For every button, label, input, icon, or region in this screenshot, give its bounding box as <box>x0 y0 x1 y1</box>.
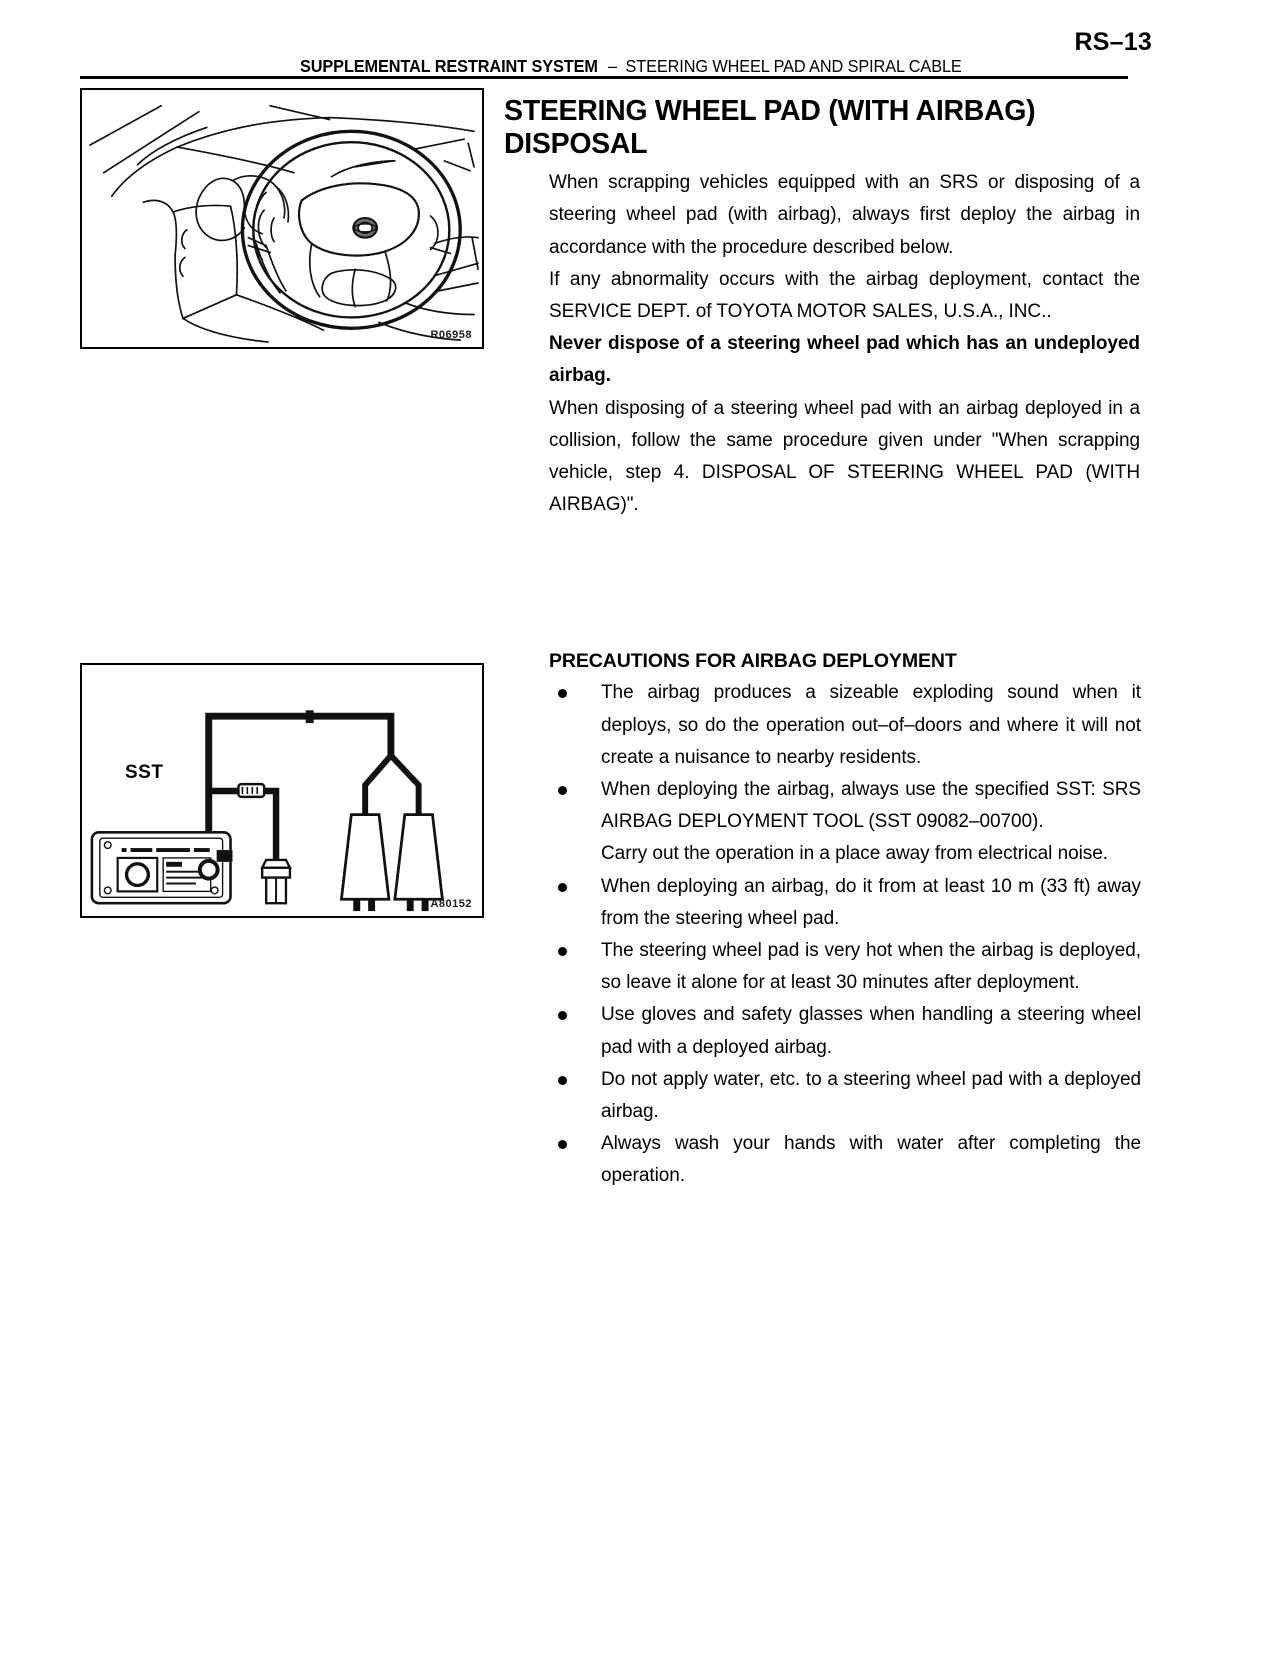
list-item <box>549 1064 1141 1128</box>
precautions-title: PRECAUTIONS FOR AIRBAG DEPLOYMENT <box>549 650 957 672</box>
bullet-icon <box>558 883 567 892</box>
figure-reference-code: R06958 <box>430 329 472 341</box>
paragraph-scrapping-intro: When scrapping vehicles equipped with an SRS or disposing of a steering wheel pad (with airbag), always first deploy the airbag in accordance with the procedure described below. <box>549 172 1140 258</box>
bullet-icon <box>558 947 567 956</box>
sst-deployment-tool-illustration <box>82 665 482 916</box>
list-item-text: When deploying an airbag, do it from at least 10 m (33 ft) away from the steering wheel pad. <box>601 875 1141 929</box>
header-divider <box>80 76 1128 79</box>
bullet-icon <box>558 1076 567 1085</box>
steering-wheel-illustration <box>82 90 482 347</box>
paragraph-abnormality-contact: If any abnormality occurs with the airbag deployment, contact the SERVICE DEPT. of TOYOTA MOTOR SALES, U.S.A., INC.. <box>549 268 1140 322</box>
bullet-icon <box>558 1011 567 1020</box>
figure-sst-tool <box>80 663 484 918</box>
warning-never-dispose: Never dispose of a steering wheel pad which has an undeployed airbag. <box>549 333 1140 387</box>
list-item <box>549 677 1141 774</box>
page-title-line-2: DISPOSAL <box>504 128 648 161</box>
page-title-line-1: STEERING WHEEL PAD (WITH AIRBAG) <box>504 95 1036 127</box>
list-item-text: Always wash your hands with water after completing the operation. <box>601 1133 1141 1187</box>
list-item <box>549 999 1141 1063</box>
bullet-icon <box>558 689 567 698</box>
list-item <box>549 774 1141 871</box>
sst-label: SST <box>125 762 164 783</box>
precautions-list <box>549 677 1141 1192</box>
page-header <box>300 58 1070 76</box>
header-system-title: SUPPLEMENTAL RESTRAINT SYSTEM <box>300 56 598 76</box>
paragraph-collision-disposal: When disposing of a steering wheel pad with an airbag deployed in a collision, follow the same procedure given under "When scrapping vehicle, step 4. DISPOSAL OF STEERING WHEEL PAD (WITH AIRBAG)". <box>549 397 1140 516</box>
body-text-column <box>549 167 1140 521</box>
figure-steering-wheel <box>80 88 484 349</box>
bullet-icon <box>558 1140 567 1149</box>
header-section-title: STEERING WHEEL PAD AND SPIRAL CABLE <box>625 56 962 76</box>
list-item-text: Do not apply water, etc. to a steering wheel pad with a deployed airbag. <box>601 1068 1141 1123</box>
list-item-text: The steering wheel pad is very hot when the airbag is deployed, so leave it alone for at least 30 minutes after deployment. <box>601 940 1141 994</box>
precautions-section <box>549 650 1141 1193</box>
list-item-text: The airbag produces a sizeable exploding sound when it deploys, so do the operation out–of–doors and where it will not create a nuisance to nearby residents. <box>601 682 1141 768</box>
main-content <box>504 95 1140 521</box>
list-item <box>549 871 1141 935</box>
list-item <box>549 1128 1141 1192</box>
bullet-icon <box>558 786 567 795</box>
list-item-text: Use gloves and safety glasses when handling a steering wheel pad with a deployed airbag. <box>601 1004 1141 1058</box>
list-item-text: When deploying the airbag, always use the specified SST: SRS AIRBAG DEPLOYMENT TOOL (SST 09082–00700). <box>601 779 1141 833</box>
list-item-extra-text: Carry out the operation in a place away from electrical noise. <box>601 843 1108 865</box>
figure-reference-code: A80152 <box>430 898 472 910</box>
list-item <box>549 935 1141 999</box>
page-number: RS–13 <box>1074 28 1152 56</box>
page-title <box>504 95 1140 161</box>
header-separator: – <box>608 56 618 76</box>
